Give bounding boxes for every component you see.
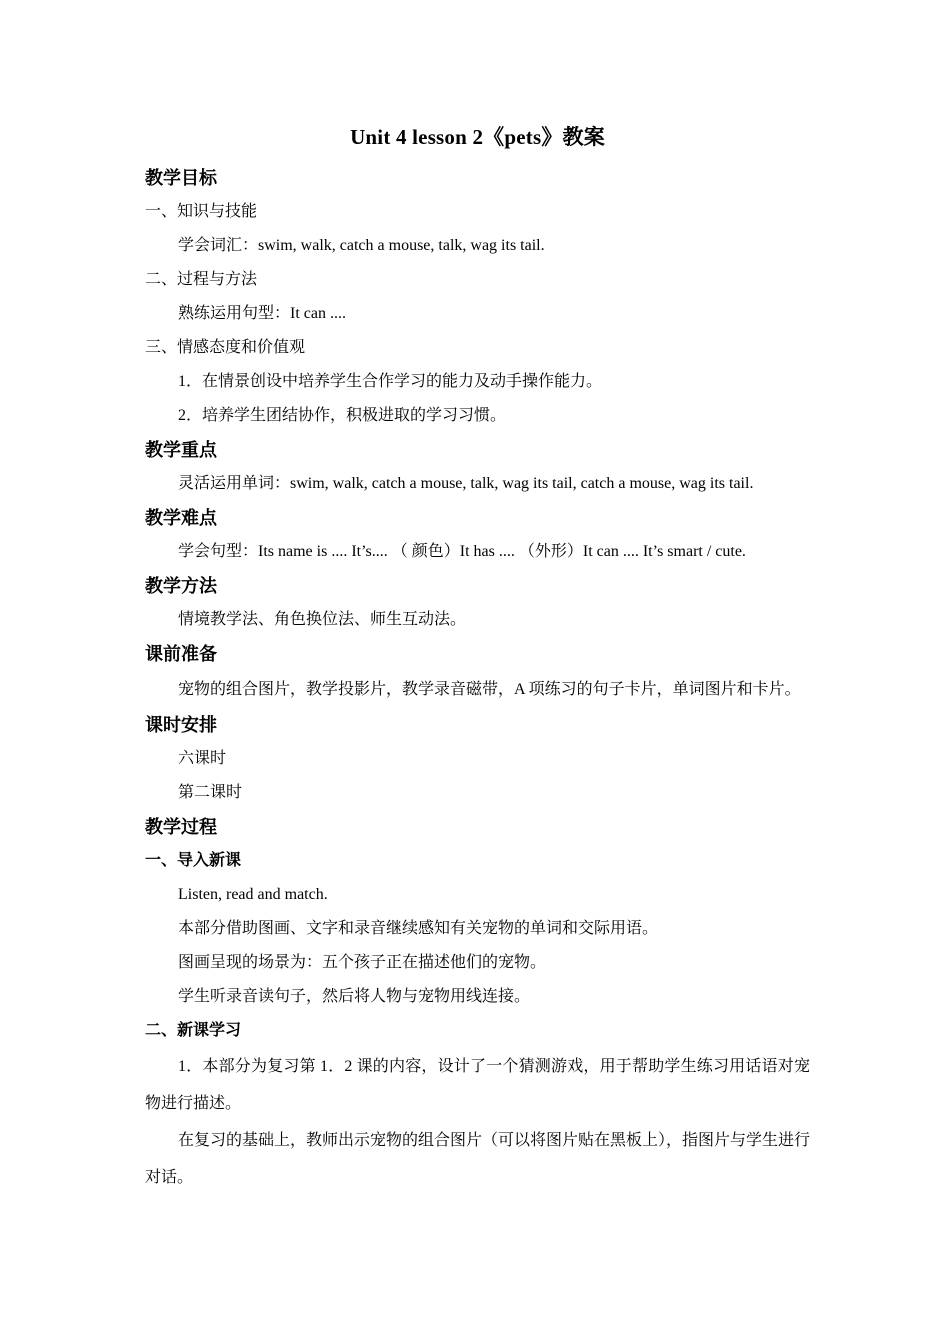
heading-process: 教学过程 [145, 817, 217, 837]
heading-difficulties: 教学难点 [145, 508, 217, 528]
heading-objectives: 教学目标 [145, 168, 217, 188]
objectives-sub3-item2: 2．培养学生团结协作，积极进取的学习习惯。 [178, 407, 507, 424]
document-title: Unit 4 lesson 2《pets》教案 [350, 125, 605, 149]
process-part1-line2: 本部分借助图画、文字和录音继续感知有关宠物的单词和交际用语。 [178, 920, 659, 937]
objectives-sub1-text: 学会词汇：swim, walk, catch a mouse, talk, wag its tail. [178, 237, 545, 254]
process-part1-heading: 一、导入新课 [145, 852, 242, 869]
methods-text: 情境教学法、角色换位法、师生互动法。 [178, 611, 467, 628]
heading-key-points: 教学重点 [145, 440, 217, 460]
heading-schedule: 课时安排 [145, 715, 217, 735]
heading-preparation: 课前准备 [145, 644, 217, 664]
objectives-sub3: 三、情感态度和价值观 [145, 339, 306, 356]
process-part2-para1: 1．本部分为复习第 1．2 课的内容，设计了一个猜测游戏，用于帮助学生练习用话语对宠物进行描述。 [145, 1058, 810, 1112]
process-part1-line1: Listen, read and match. [178, 886, 328, 903]
preparation-text: 宠物的组合图片，教学投影片，教学录音磁带，A 项练习的句子卡片，单词图片和卡片。 [178, 681, 801, 698]
key-points-text: 灵活运用单词：swim, walk, catch a mouse, talk, wag its tail, catch a mouse, wag its tail. [178, 475, 754, 492]
schedule-line1: 六课时 [178, 750, 227, 767]
process-part2-para2: 在复习的基础上，教师出示宠物的组合图片（可以将图片贴在黑板上），指图片与学生进行对话。 [145, 1132, 811, 1186]
objectives-sub1: 一、知识与技能 [145, 203, 258, 220]
objectives-sub2: 二、过程与方法 [145, 271, 258, 288]
objectives-sub3-item1: 1．在情景创设中培养学生合作学习的能力及动手操作能力。 [178, 373, 603, 390]
process-part2-heading: 二、新课学习 [145, 1022, 242, 1039]
difficulties-text: 学会句型：Its name is .... It’s.... （ 颜色）It has .... （外形）It can .... It’s smart / cute. [178, 543, 746, 560]
process-part1-line4: 学生听录音读句子，然后将人物与宠物用线连接。 [178, 988, 531, 1005]
objectives-sub2-text: 熟练运用句型：It can .... [178, 305, 346, 322]
heading-methods: 教学方法 [145, 576, 217, 596]
schedule-line2: 第二课时 [178, 784, 243, 801]
document-body [145, 122, 810, 1196]
process-part1-line3: 图画呈现的场景为：五个孩子正在描述他们的宠物。 [178, 954, 547, 971]
